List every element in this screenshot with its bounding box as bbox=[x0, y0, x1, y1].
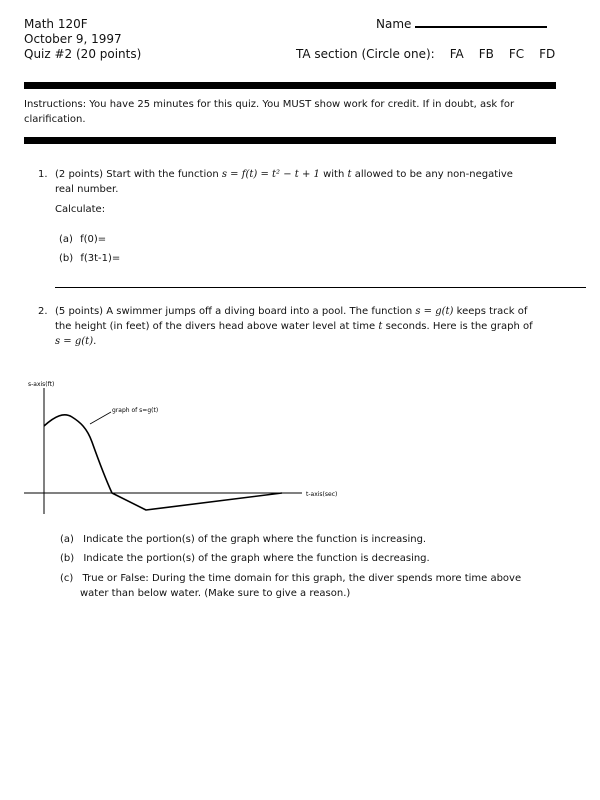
quiz-title: Quiz #2 (20 points) bbox=[24, 47, 142, 61]
q2-part-b bbox=[60, 551, 430, 566]
q2-line1 bbox=[55, 304, 550, 319]
q2-part-c-text: True or False: During the time domain for this graph, the diver spends more time above bbox=[82, 573, 522, 584]
curve-label: graph of s=g(t) bbox=[112, 407, 159, 414]
q1-formula: s = f(t) = t² − t + 1 bbox=[221, 169, 320, 180]
q2-var-t: t bbox=[378, 321, 383, 332]
q1-body bbox=[55, 167, 547, 217]
q2-part-a bbox=[60, 532, 426, 547]
q1-part-b bbox=[59, 251, 120, 266]
q2-body bbox=[55, 304, 550, 349]
section-fc[interactable]: FC bbox=[508, 47, 525, 61]
q2-line2b: seconds. Here is the graph of bbox=[385, 321, 533, 332]
q2-part-b-label: (b) bbox=[60, 553, 75, 564]
q2-formula: s = g(t) bbox=[415, 306, 454, 317]
instructions-line2: clarification. bbox=[24, 114, 86, 125]
q1-line1 bbox=[55, 167, 547, 182]
q1-part-b-text: f(3t-1)= bbox=[80, 253, 121, 264]
top-rule bbox=[24, 82, 556, 89]
quiz-date: October 9, 1997 bbox=[24, 32, 122, 46]
graph bbox=[0, 370, 600, 530]
q2-part-c-text2: water than below water. (Make sure to give a reason.) bbox=[80, 588, 351, 599]
section-fa[interactable]: FA bbox=[449, 47, 464, 61]
course-title: Math 120F bbox=[24, 17, 88, 31]
ta-section-label: TA section (Circle one): bbox=[296, 47, 435, 61]
q2-line2 bbox=[55, 319, 550, 334]
q2-cont: keeps track of bbox=[456, 306, 528, 317]
header-left bbox=[24, 17, 141, 62]
q1-line2: real number. bbox=[55, 184, 119, 195]
y-axis-label: s-axis(ft) bbox=[28, 381, 55, 388]
section-fb[interactable]: FB bbox=[478, 47, 494, 61]
q2-part-a-text: Indicate the portion(s) of the graph where the function is increasing. bbox=[83, 534, 427, 545]
name-blank[interactable] bbox=[415, 26, 547, 28]
q2-part-a-label: (a) bbox=[60, 534, 74, 545]
q2-line2a: the height (in feet) of the divers head above water level at time bbox=[55, 321, 376, 332]
instructions-line1: Instructions: You have 25 minutes for this quiz. You MUST show work for credit. If in doubt, ask for bbox=[24, 99, 515, 110]
q1-cont: allowed to be any non-negative bbox=[354, 169, 513, 180]
q1-intro: (2 points) Start with the function bbox=[55, 169, 219, 180]
q1-number: 1. bbox=[38, 169, 48, 180]
q2-part-c bbox=[60, 571, 546, 601]
name-line bbox=[376, 17, 547, 32]
q1-with: with bbox=[323, 169, 345, 180]
section-fd[interactable]: FD bbox=[539, 47, 556, 61]
curve-g-of-t[interactable] bbox=[44, 415, 282, 510]
q1-part-a-label: (a) bbox=[59, 234, 73, 245]
q1-calculate: Calculate: bbox=[55, 204, 106, 215]
q1-part-a-text: f(0)= bbox=[80, 234, 107, 245]
q2-intro: (5 points) A swimmer jumps off a diving board into a pool. The function bbox=[55, 306, 413, 317]
middle-rule bbox=[24, 137, 556, 144]
q2-part-b-text: Indicate the portion(s) of the graph where the function is decreasing. bbox=[83, 553, 430, 564]
name-label: Name bbox=[376, 17, 412, 31]
q1-var-t: t bbox=[347, 169, 352, 180]
ta-section bbox=[296, 47, 555, 62]
q2-number: 2. bbox=[38, 306, 48, 317]
q1-part-a bbox=[59, 232, 106, 247]
instructions bbox=[24, 97, 556, 127]
curve-label-pointer bbox=[90, 412, 111, 424]
q1-divider bbox=[55, 287, 586, 288]
q1-part-b-label: (b) bbox=[59, 253, 74, 264]
x-axis-label: t-axis(sec) bbox=[306, 491, 338, 498]
q2-line3: s = g(t). bbox=[55, 336, 97, 347]
q2-part-c-label: (c) bbox=[60, 573, 74, 584]
